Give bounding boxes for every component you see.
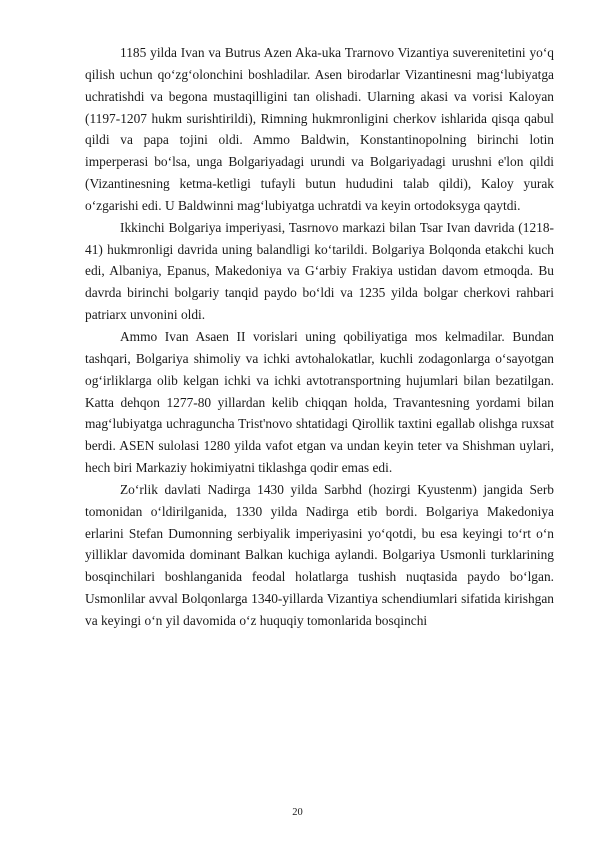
paragraph-1: 1185 yilda Ivan va Butrus Azen Aka-uka Trarnovo Vizantiya suverenitetini yo‘q qilish uchun qo‘zg‘olonchini boshladilar. Asen birodarlar Vizantinesni mag‘lubiyatga uchratishdi va begona mustaqilligini tan olishadi. Ularning akasi va vorisi Kaloyan (1197-1207 hukm surishtirildi), Rimning hukmronligini cherkov ishlarida qisqa qabul qildi va papa tojini oldi. Ammo Baldwin, Konstantinopolning birinchi lotin imperperasi bo‘lsa, unga Bolgariyadagi urundi va Bolgariyadagi urushni e'lon qildi (Vizantinesning ketma-ketligi tufayli butun hududini talab qildi), Kaloy yurak o‘zgarishi edi. U Baldwinni mag‘lubiyatga uchratdi va keyin ortodoksyga qaytdi. bbox=[85, 45, 554, 213]
document-body bbox=[85, 42, 554, 632]
paragraph-2: Ikkinchi Bolgariya imperiyasi, Tasrnovo markazi bilan Tsar Ivan davrida (1218-41) hukmronligi davrida uning balandligi ko‘tarildi. Bolgariya Bolqonda etakchi kuch edi, Albaniya, Epanus, Makedoniya va G‘arbiy Frakiya ustidan davom etmoqda. Bu davrda birinchi bolgariy tanqid paydo bo‘ldi va 1235 yilda bolgar cherkovi rahbari patriarx unvonini oldi. bbox=[85, 219, 554, 323]
page-number: 20 bbox=[292, 807, 303, 818]
paragraph-3: Ammo Ivan Asaen II vorislari uning qobiliyatiga mos kelmadilar. Bundan tashqari, Bolgariya shimoliy va ichki avtohalokatlar, kuchli zodagonlarga o‘sayotgan og‘irliklarga olib kelgan ichki va ichki avtotransportning hujumlari bilan bezatilgan. Katta dehqon 1277-80 yillardan kelib chiqqan holda, Travantesning yordami bilan mag‘lubiyatga uchraguncha Trist'novo shtatidagi Qirollik taxtini egallab olishga ruxsat berdi. ASEN sulolasi 1280 yilda vafot etgan va undan keyin teter va Shishman uylari, hech biri Markaziy hokimiyatni tiklashga qodir emas edi. bbox=[85, 328, 554, 476]
paragraph-4: Zo‘rlik davlati Nadirga 1430 yilda Sarbhd (hozirgi Kyustenm) jangida Serb tomonidan o‘ldirilganida, 1330 yilda Nadirga etib bordi. Bolgariya Makedoniya erlarini Stefan Dumonning serbiyalik imperiyasini yo‘qotdi, bu esa keyingi to‘rt o‘n yilliklar davomida dominant Balkan kuchiga aylandi. Bolgariya Usmonli turklarining bosqinchilari boshlanganida feodal holatlarga tushish nuqtasida paydo bo‘lgan. Usmonlilar avval Bolqonlarga 1340-yillarda Vizantiya schendiumlari sifatida kirishgan va keyingi o‘n yil davomida o‘z huquqiy tomonlarida bosqinchi bbox=[85, 481, 554, 628]
